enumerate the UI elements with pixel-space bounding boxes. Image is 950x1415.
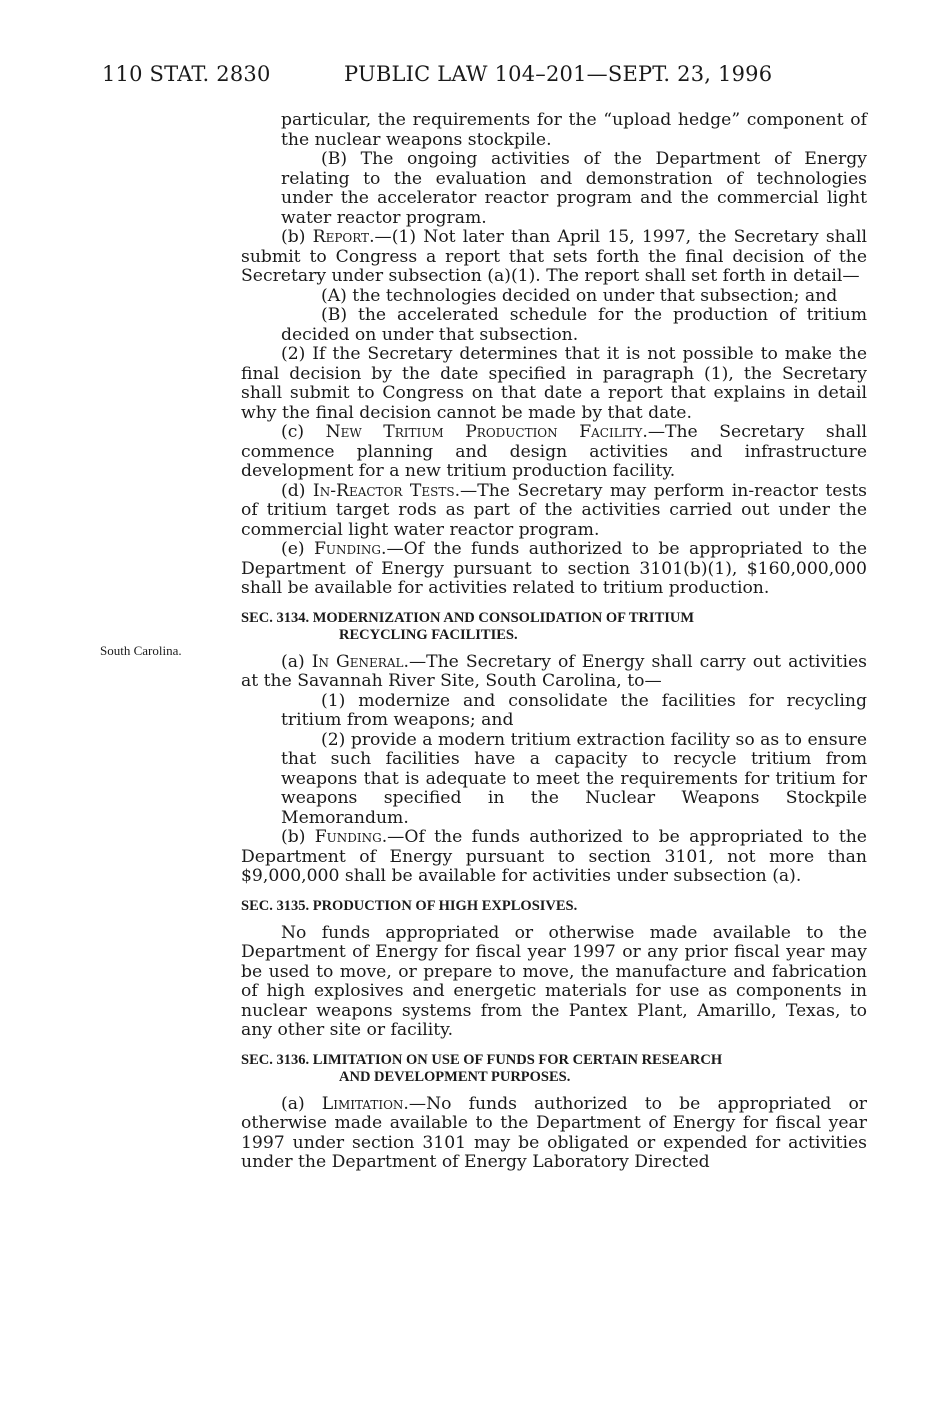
paragraph: particular, the requirements for the “upload hedge” component of the nuclear weapons stockpile.: [281, 110, 867, 150]
paragraph: (a) Limitation.—No funds authorized to be appropriated or otherwise made available to the Department of Energy for fiscal year 1997 under section 3101 may be obligated or expended for activities under the Department of Energy Laboratory Directed: [241, 1093, 868, 1172]
paragraph: (2) provide a modern tritium extraction facility so as to ensure that such facilities have a capacity to recycle tritium from weapons that is adequate to meet the requirements for tritium for weapons specified in the Nuclear Weapons Stockpile Memorandum.: [281, 729, 867, 828]
document-body: [241, 111, 867, 1173]
paragraph: (b) Funding.—Of the funds authorized to be appropriated to the Department of Energy pursuant to section 3101, not more than $9,000,000 shall be available for activities under subsection (a).: [241, 827, 867, 886]
paragraph: (2) If the Secretary determines that it is not possible to make the final decision by the date specified in paragraph (1), the Secretary shall submit to Congress on that date a report that explains in detail why the final decision cannot be made by that date.: [241, 344, 867, 423]
section-heading-3136: SEC. 3136. LIMITATION ON USE OF FUNDS FOR CERTAIN RESEARCH AND DEVELOPMENT PURPOSES.: [241, 1051, 723, 1085]
section-heading-3135: SEC. 3135. PRODUCTION OF HIGH EXPLOSIVES.: [241, 897, 578, 914]
section-heading-3134: SEC. 3134. MODERNIZATION AND CONSOLIDATION OF TRITIUM RECYCLING FACILITIES.: [241, 609, 695, 643]
law-citation: PUBLIC LAW 104–201—SEPT. 23, 1996: [344, 62, 773, 86]
paragraph: No funds appropriated or otherwise made available to the Department of Energy for fiscal year 1997 or any prior fiscal year may be used to move, or prepare to move, the manufacture and fabrication of high explosives and energetic materials for use as components in nuclear weapons systems from the Pantex Plant, Amarillo, Texas, to any other site or facility.: [241, 922, 867, 1040]
margin-note: South Carolina.: [100, 643, 182, 658]
paragraph: (1) modernize and consolidate the facilities for recycling tritium from weapons; and: [281, 690, 867, 730]
paragraph: (B) the accelerated schedule for the production of tritium decided on under that subsection.: [281, 305, 867, 345]
paragraph: (c) New Tritium Production Facility.—The Secretary shall commence planning and design activities and infrastructure development for a new tritium production facility.: [241, 422, 867, 481]
paragraph: (B) The ongoing activities of the Department of Energy relating to the evaluation and demonstration of technologies under the accelerator reactor program and the commercial light water reactor program.: [281, 149, 867, 228]
paragraph: (d) In-Reactor Tests.—The Secretary may perform in-reactor tests of tritium target rods as part of the activities carried out under the commercial light water reactor program.: [241, 480, 868, 540]
stat-citation: 110 STAT. 2830: [102, 62, 271, 86]
paragraph: (A) the technologies decided on under that subsection; and: [321, 285, 838, 306]
paragraph: (e) Funding.—Of the funds authorized to be appropriated to the Department of Energy pursuant to section 3101(b)(1), $160,000,000 shall be available for activities related to tritium production.: [241, 539, 867, 598]
page-header: [102, 62, 802, 92]
paragraph: (a) In General.—The Secretary of Energy shall carry out activities at the Savannah River Site, South Carolina, to—: [241, 651, 867, 691]
paragraph: (b) Report.—(1) Not later than April 15, 1997, the Secretary shall submit to Congress a report that sets forth the final decision of the Secretary under subsection (a)(1). The report shall set forth in detail—: [241, 227, 867, 286]
